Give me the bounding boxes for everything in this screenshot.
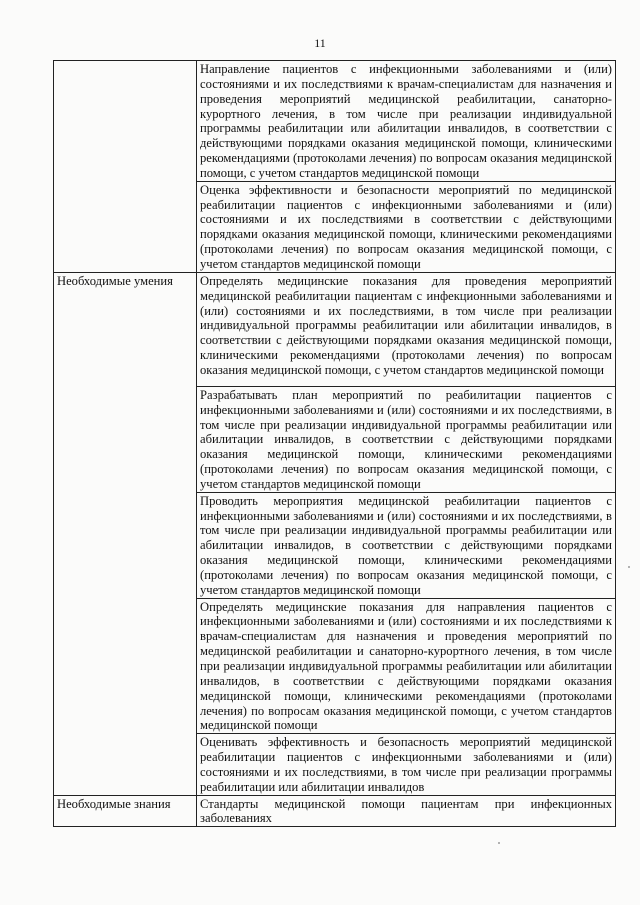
table-cell: Разрабатывать план мероприятий по реабилитации пациентов с инфекционными заболеваниями и (или) состояниями и их последствиями, в том числе при реализации индивидуальной программы реабилитации или абилитации инвалидов, в соответствии с действующими порядками оказания медицинской помощи, клиническими рекомендациями (протоколами лечения) по вопросам оказания медицинской помощи, с учетом стандартов медицинской помощи [197,386,616,492]
table-row [54,61,616,182]
table-cell: Оценка эффективности и безопасности мероприятий по медицинской реабилитации пациентов с инфекционными заболеваниями и (или) состояниями и их последствиями в соответствии с действующими порядками оказания медицинской помощи, клиническими рекомендациями (протоколами лечения) по вопросам оказания медицинской помощи, с учетом стандартов медицинской помощи [197,181,616,272]
table-cell: Определять медицинские показания для направления пациентов с инфекционными заболеваниями и (или) состояниями и их последствиями к врачам-специалистам для назначения и проведения мероприятий по медицинской реабилитации и санаторно-курортного лечения, в том числе при реализации индивидуальной программы реабилитации или абилитации инвалидов, в соответствии с действующими порядками оказания медицинской помощи, клиническими рекомендациями (протоколами лечения) по вопросам оказания медицинской помощи, с учетом стандартов медицинской помощи [197,598,616,734]
table-row [54,272,616,386]
requirements-table [53,60,616,827]
page-number: 11 [314,36,326,50]
scan-speck [628,566,630,568]
table-cell: Определять медицинские показания для проведения мероприятий медицинской реабилитации пациентам с инфекционными заболеваниями и (или) состояниями и их последствиями, в том числе при реализации индивидуальной программы реабилитации или абилитации инвалидов, в соответствии с действующими порядками оказания медицинской помощи, клиническими рекомендациями (протоколами лечения) по вопросам оказания медицинской помощи, с учетом стандартов медицинской помощи [197,272,616,386]
row-label-empty [54,61,197,273]
table-cell: Оценивать эффективность и безопасность мероприятий медицинской реабилитации пациентов с инфекционными заболеваниями и (или) состояниями и их последствиями, в том числе при реализации программы реабилитации или абилитации инвалидов [197,734,616,795]
row-label-knowledge: Необходимые знания [54,795,197,827]
table-cell: Направление пациентов с инфекционными заболеваниями и (или) состояниями и их последствиями к врачам-специалистам для назначения и проведения мероприятий медицинской реабилитации, санаторно-курортного лечения, в том числе при реализации индивидуальной программы реабилитации или абилитации инвалидов, в соответствии с действующими порядками оказания медицинской помощи, клиническими рекомендациями (протоколами лечения) по вопросам оказания медицинской помощи, с учетом стандартов медицинской помощи [197,61,616,182]
scan-speck [498,842,500,844]
table-cell: Стандарты медицинской помощи пациентам при инфекционных заболеваниях [197,795,616,827]
row-label-skills: Необходимые умения [54,272,197,795]
table-cell: Проводить мероприятия медицинской реабилитации пациентов с инфекционными заболеваниями и (или) состояниями и их последствиями, в том числе при реализации индивидуальной программы реабилитации или абилитации инвалидов, в соответствии с действующими порядками оказания медицинской помощи, клиническими рекомендациями (протоколами лечения) по вопросам оказания медицинской помощи, с учетом стандартов медицинской помощи [197,492,616,598]
table-row [54,795,616,827]
